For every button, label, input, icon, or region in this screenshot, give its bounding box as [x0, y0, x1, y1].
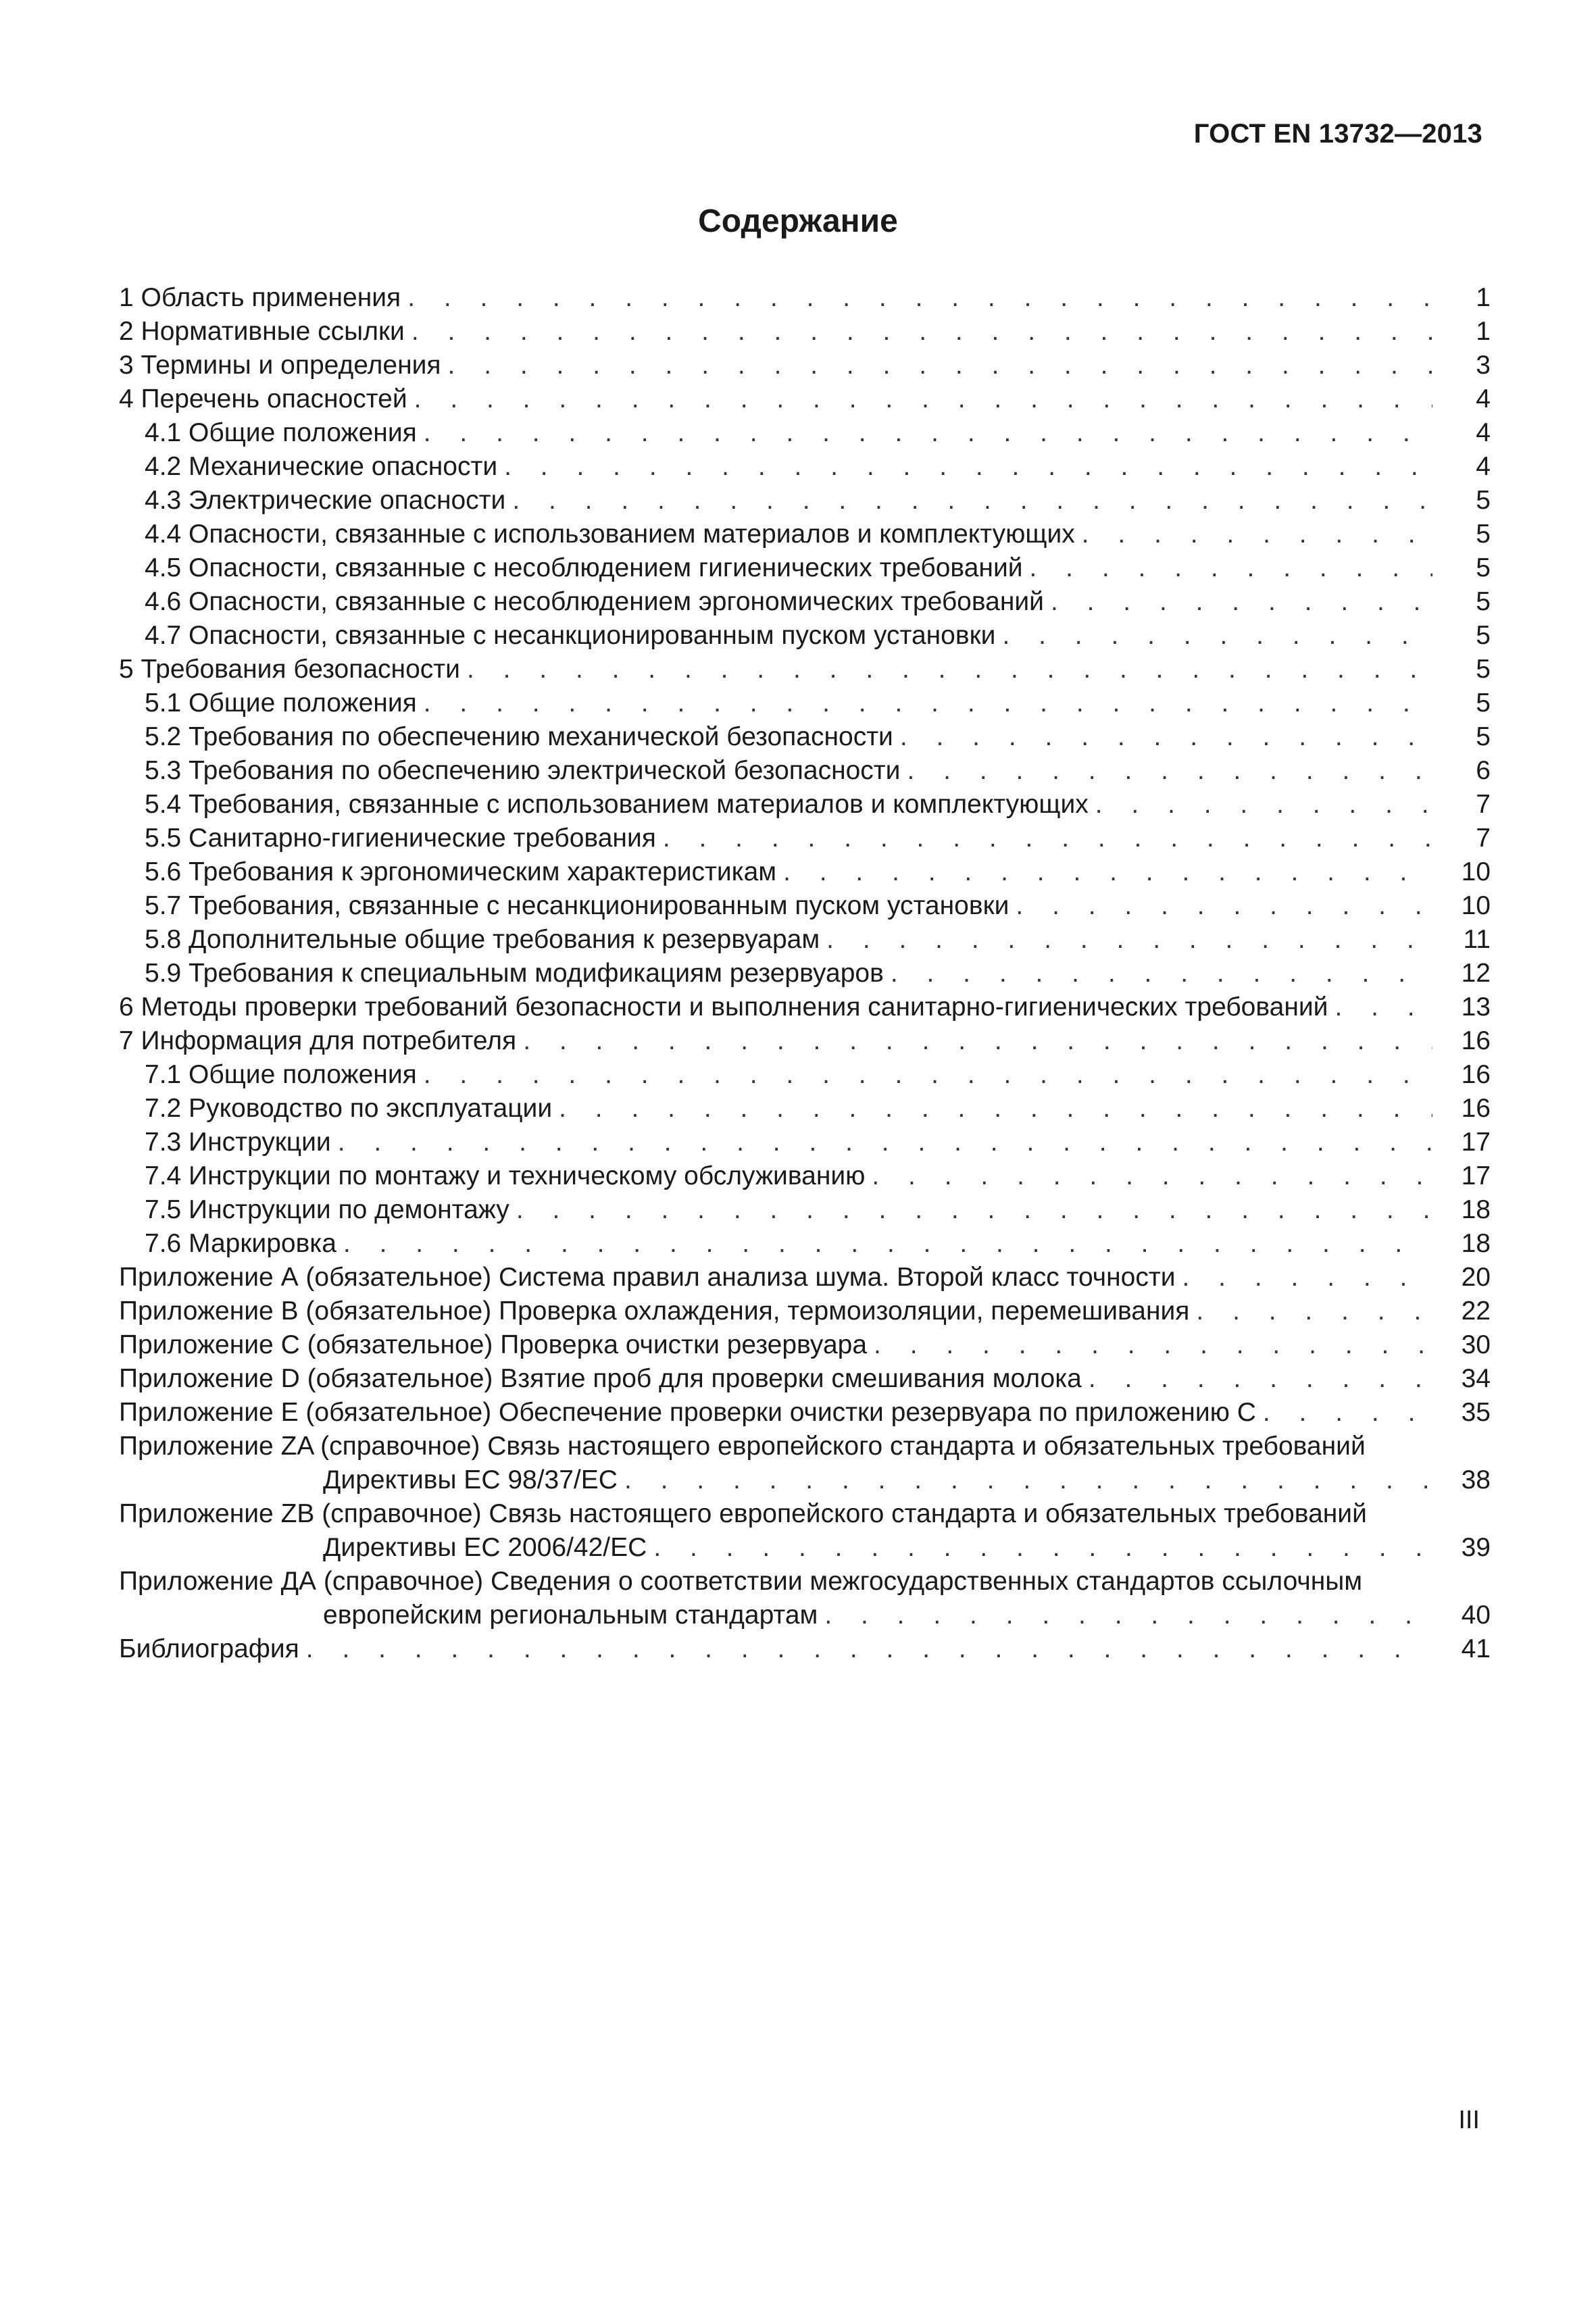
toc-entry-text: 3 Термины и определения — [119, 351, 441, 380]
toc-entry-text: Библиография — [119, 1634, 299, 1663]
toc-entry-text: 5.6 Требования к эргономическим характеристикам — [145, 857, 777, 886]
dot-leader — [1030, 551, 1432, 585]
dot-leader — [407, 281, 1432, 315]
toc-title: Содержание — [698, 203, 898, 239]
toc-entry-text: 4.4 Опасности, связанные с использованием материалов и комплектующих — [145, 520, 1075, 549]
dot-leader — [523, 1024, 1432, 1058]
dot-leader — [424, 416, 1432, 450]
dot-leader — [1335, 990, 1432, 1024]
toc-entry-page: 20 — [1461, 1263, 1491, 1292]
toc-entry — [119, 315, 1491, 349]
toc-entry-text: 7.1 Общие положения — [145, 1060, 417, 1089]
toc-entry — [119, 653, 1491, 686]
toc-entry — [119, 1531, 1491, 1565]
toc-entry-text: Приложение С (обязательное) Проверка очистки резервуара — [119, 1330, 868, 1359]
toc-entry — [119, 855, 1491, 889]
dot-leader — [343, 1227, 1432, 1261]
toc-entry — [119, 1058, 1491, 1092]
toc-entry-page: 1 — [1476, 317, 1491, 346]
toc-entry-page: 7 — [1476, 790, 1491, 819]
toc-entry-page: 18 — [1461, 1229, 1491, 1258]
toc-entry-text: 7.4 Инструкции по монтажу и техническому обслуживанию — [145, 1161, 866, 1190]
toc-entry-page: 40 — [1461, 1601, 1491, 1630]
toc-entry-text: 4.6 Опасности, связанные с несоблюдением эргономических требований — [145, 587, 1044, 616]
dot-leader — [1196, 1294, 1432, 1328]
toc-entry-page: 30 — [1461, 1330, 1491, 1359]
toc-entry — [119, 518, 1491, 551]
toc-entry-text: 4.3 Электрические опасности — [145, 486, 506, 515]
toc-entry — [119, 754, 1491, 788]
dot-leader — [1016, 889, 1432, 923]
toc-entry — [119, 889, 1491, 923]
toc-entry-page: 5 — [1476, 486, 1491, 515]
dot-leader — [1002, 619, 1432, 653]
toc-entry — [119, 349, 1491, 382]
toc-entry-text: Приложение Е (обязательное) Обеспечение проверки очистки резервуара по приложению С — [119, 1398, 1256, 1427]
dot-leader — [891, 957, 1432, 990]
toc-entry — [119, 1024, 1491, 1058]
toc-entry-text: Приложение ДА (справочное) Сведения о соответствии межгосударственных стандартов ссылочным — [119, 1567, 1363, 1596]
toc-entry-text: 5.3 Требования по обеспечению электрической безопасности — [145, 756, 901, 785]
toc-entry — [119, 416, 1491, 450]
toc-entry-text: 2 Нормативные ссылки — [119, 317, 405, 346]
toc-entry-page: 16 — [1461, 1060, 1491, 1089]
toc-entry — [119, 1599, 1491, 1632]
dot-leader — [516, 1193, 1432, 1227]
toc-entry-page: 5 — [1476, 553, 1491, 582]
dot-leader — [1182, 1261, 1432, 1294]
dot-leader — [824, 1599, 1432, 1632]
toc-entry-text: 5 Требования безопасности — [119, 655, 460, 684]
dot-leader — [424, 686, 1432, 720]
toc-entry-text: 4.5 Опасности, связанные с несоблюдением гигиенических требований — [145, 553, 1023, 582]
toc-entry-page: 4 — [1476, 418, 1491, 447]
dot-leader — [872, 1159, 1432, 1193]
toc-entry — [119, 1328, 1491, 1362]
toc-entry — [119, 720, 1491, 754]
toc-entry-text: европейским региональным стандартам — [323, 1601, 818, 1630]
toc-entry-page: 6 — [1476, 756, 1491, 785]
toc-entry — [119, 1396, 1491, 1430]
dot-leader — [424, 1058, 1432, 1092]
toc-entry-page: 10 — [1461, 857, 1491, 886]
dot-leader — [663, 822, 1432, 855]
toc-entry — [119, 788, 1491, 822]
toc-entry-text: 4 Перечень опасностей — [119, 384, 407, 413]
toc-entry-page: 5 — [1476, 520, 1491, 549]
toc-entry-text: 5.4 Требования, связанные с использованием материалов и комплектующих — [145, 790, 1089, 819]
toc-entry-page: 16 — [1461, 1026, 1491, 1055]
toc-entry-page: 12 — [1461, 959, 1491, 988]
toc-entry-page: 7 — [1476, 824, 1491, 853]
toc-entry — [119, 551, 1491, 585]
toc-entry-page: 1 — [1476, 283, 1491, 312]
toc-entry-text: Приложение В (обязательное) Проверка охлаждения, термоизоляции, перемешивания — [119, 1297, 1190, 1326]
toc-entry — [119, 619, 1491, 653]
toc-entry-page: 4 — [1476, 384, 1491, 413]
toc-entry-page: 34 — [1461, 1364, 1491, 1393]
toc-entry-text: 1 Область применения — [119, 283, 401, 312]
toc-entry — [119, 484, 1491, 518]
toc-entry-text: 4.1 Общие положения — [145, 418, 417, 447]
toc-entry-page: 41 — [1461, 1634, 1491, 1663]
document-code: ГОСТ EN 13732—2013 — [1193, 119, 1482, 149]
toc-entry-text: 5.7 Требования, связанные с несанкционированным пуском установки — [145, 891, 1009, 920]
toc-entry — [119, 822, 1491, 855]
toc-entry-text: Директивы ЕС 2006/42/ЕС — [323, 1533, 647, 1562]
toc-entry-text: 5.5 Санитарно-гигиенические требования — [145, 824, 656, 853]
toc-entry-text: 5.2 Требования по обеспечению механической безопасности — [145, 722, 893, 751]
toc-entry-page: 17 — [1461, 1161, 1491, 1190]
dot-leader — [900, 720, 1432, 754]
toc-entry-text: 5.9 Требования к специальным модификациям резервуаров — [145, 959, 884, 988]
toc-entry — [119, 382, 1491, 416]
toc-entry — [119, 1092, 1491, 1126]
toc-entry-text: 6 Методы проверки требований безопасности и выполнения санитарно-гигиенических требований — [119, 992, 1328, 1022]
toc-entry — [119, 957, 1491, 990]
toc-entry-page: 5 — [1476, 587, 1491, 616]
toc-entry-page: 5 — [1476, 655, 1491, 684]
toc-entry — [119, 1565, 1491, 1599]
dot-leader — [1263, 1396, 1432, 1430]
dot-leader — [1051, 585, 1432, 619]
toc-entry-page: 5 — [1476, 688, 1491, 718]
dot-leader — [1095, 788, 1432, 822]
table-of-contents — [119, 281, 1491, 1666]
toc-entry-page: 35 — [1461, 1398, 1491, 1427]
toc-entry — [119, 686, 1491, 720]
toc-entry-page: 4 — [1476, 452, 1491, 481]
toc-entry — [119, 1193, 1491, 1227]
toc-entry-page: 17 — [1461, 1128, 1491, 1157]
dot-leader — [826, 923, 1432, 957]
dot-leader — [414, 382, 1432, 416]
toc-entry-text: 7 Информация для потребителя — [119, 1026, 517, 1055]
toc-entry — [119, 281, 1491, 315]
toc-entry-text: Приложение ZB (справочное) Связь настоящего европейского стандарта и обязательных требований — [119, 1499, 1367, 1528]
toc-entry — [119, 585, 1491, 619]
toc-entry — [119, 450, 1491, 484]
dot-leader — [783, 855, 1432, 889]
dot-leader — [306, 1632, 1432, 1666]
toc-entry-text: Приложение А (обязательное) Система правил анализа шума. Второй класс точности — [119, 1263, 1176, 1292]
toc-entry-text: 7.6 Маркировка — [145, 1229, 336, 1258]
toc-entry-page: 22 — [1461, 1297, 1491, 1326]
toc-entry — [119, 1126, 1491, 1159]
toc-entry — [119, 1227, 1491, 1261]
toc-entry — [119, 1159, 1491, 1193]
toc-entry — [119, 1362, 1491, 1396]
toc-entry-text: 4.2 Механические опасности — [145, 452, 498, 481]
dot-leader — [448, 349, 1432, 382]
toc-entry — [119, 1632, 1491, 1666]
toc-entry-page: 10 — [1461, 891, 1491, 920]
dot-leader — [1082, 518, 1432, 551]
toc-entry-page: 5 — [1476, 621, 1491, 650]
dot-leader — [559, 1092, 1432, 1126]
toc-entry-text: 5.8 Дополнительные общие требования к резервуарам — [145, 925, 820, 954]
dot-leader — [624, 1463, 1432, 1497]
toc-entry — [119, 990, 1491, 1024]
dot-leader — [1089, 1362, 1432, 1396]
toc-entry-text: 7.2 Руководство по эксплуатации — [145, 1094, 553, 1123]
toc-entry — [119, 923, 1491, 957]
dot-leader — [338, 1126, 1432, 1159]
toc-entry — [119, 1261, 1491, 1294]
dot-leader — [907, 754, 1432, 788]
dot-leader — [874, 1328, 1432, 1362]
toc-entry-page: 16 — [1461, 1094, 1491, 1123]
toc-entry-page: 11 — [1463, 925, 1491, 954]
toc-entry-text: Приложение D (обязательное) Взятие проб для проверки смешивания молока — [119, 1364, 1082, 1393]
toc-entry-page: 13 — [1461, 992, 1491, 1022]
toc-entry — [119, 1463, 1491, 1497]
toc-entry-page: 18 — [1461, 1195, 1491, 1224]
toc-entry-text: Директивы ЕС 98/37/ЕС — [323, 1465, 618, 1494]
toc-entry-text: Приложение ZA (справочное) Связь настоящего европейского стандарта и обязательных требований — [119, 1432, 1366, 1461]
page-number: III — [1458, 2106, 1480, 2134]
toc-entry — [119, 1294, 1491, 1328]
toc-entry — [119, 1430, 1491, 1463]
toc-entry-page: 38 — [1461, 1465, 1491, 1494]
dot-leader — [467, 653, 1432, 686]
toc-entry-page: 5 — [1476, 722, 1491, 751]
toc-entry-text: 7.5 Инструкции по демонтажу — [145, 1195, 509, 1224]
toc-entry — [119, 1497, 1491, 1531]
toc-entry-page: 3 — [1476, 351, 1491, 380]
toc-entry-text: 7.3 Инструкции — [145, 1128, 331, 1157]
dot-leader — [504, 450, 1432, 484]
dot-leader — [412, 315, 1432, 349]
dot-leader — [653, 1531, 1432, 1565]
toc-entry-text: 4.7 Опасности, связанные с несанкционированным пуском установки — [145, 621, 996, 650]
dot-leader — [512, 484, 1432, 518]
toc-entry-text: 5.1 Общие положения — [145, 688, 417, 718]
toc-entry-page: 39 — [1461, 1533, 1491, 1562]
